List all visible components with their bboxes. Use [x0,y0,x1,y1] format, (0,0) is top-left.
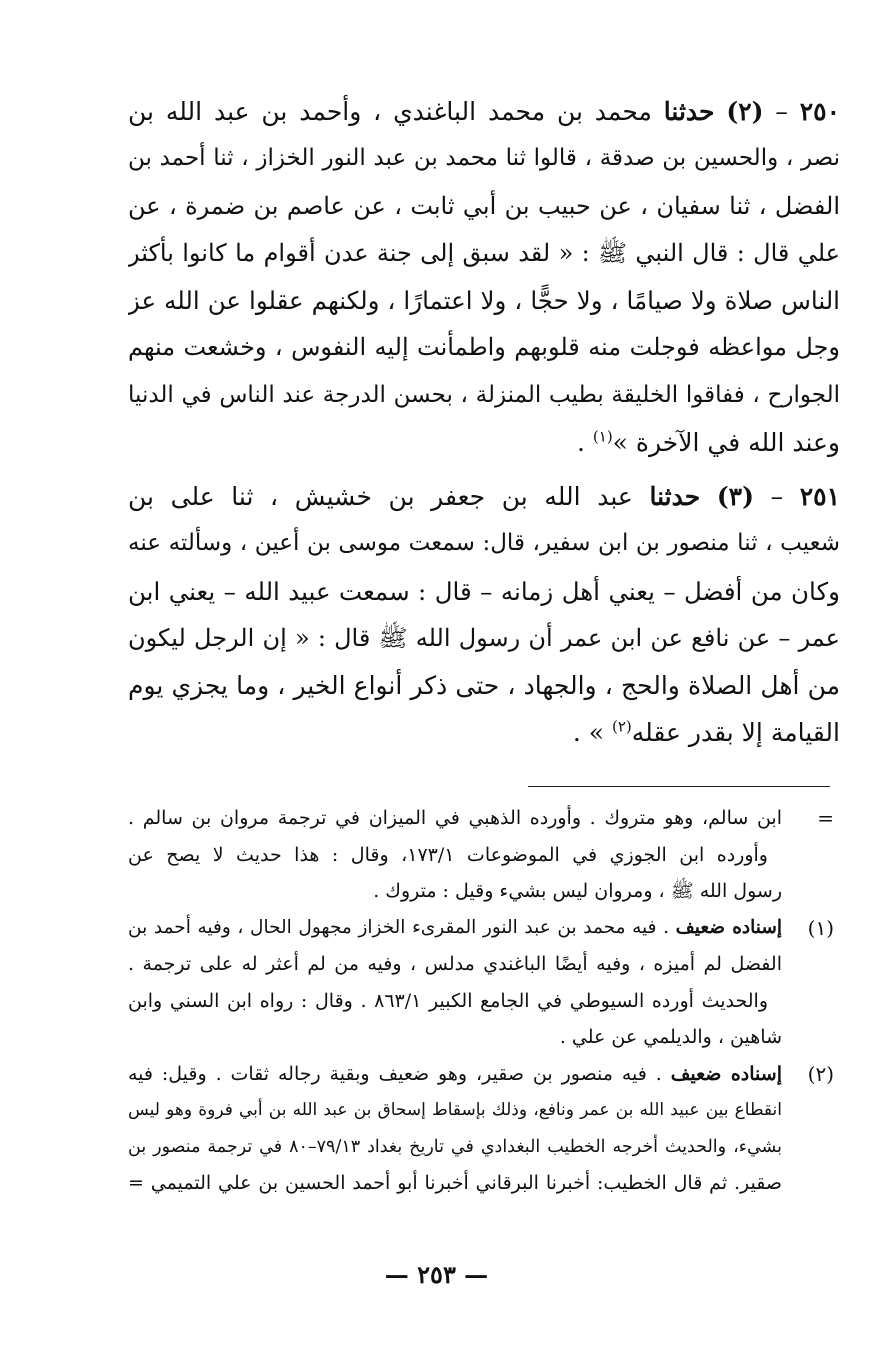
text-segment: . فيه محمد بن عبد النور المقرىء الخزاز مجهول الحال ، وفيه أحمد بن [128,916,676,938]
text-line: عمر – عن نافع عن ابن عمر أن رسول الله ﷺ قال : « إن الرجل ليكون [128,623,840,652]
footnote-1 [128,910,840,1056]
footnote-line: الفضل لم أميزه ، وفيه أيضًا الباغندي مدلس ، وفيه من لم أعثر له على ترجمة . [128,953,782,975]
footnote-label: إسناده ضعيف [670,1062,782,1085]
text-line: الجوارح ، ففاقوا الخليقة بطيب المنزلة ، بحسن الدرجة عند الناس في الدنيا [128,381,840,408]
hadith-number: ٢٥١ [799,482,840,511]
footnote-2 [128,1056,840,1202]
text-line: علي قال : قال النبي ﷺ : « لقد سبق إلى جنة عدن أقوام ما كانوا بأكثر [128,238,840,267]
text-line: نصر ، والحسين بن صدقة ، قالوا ثنا محمد بن عبد النور الخزاز ، ثنا أحمد بن [128,145,840,172]
footnote-marker: (٢) [807,1061,834,1086]
hadith-number: ٢٥٠ [799,97,840,126]
text-end: . [576,428,593,458]
footnote-divider [528,786,830,787]
footnote-line: وأورده ابن الجوزي في الموضوعات ١٧٣/١، وقال : هذا حديث لا يصح عن [128,843,768,866]
text-line: شعيب ، ثنا منصور بن ابن سفير، قال: سمعت موسى بن أعين ، وسألته عنه [128,530,840,557]
footnote-line: انقطاع بين عبيد الله بن عمر ونافع، وذلك بإسقاط إسحاق بن عبد الله بن أبي فروة وهو ليس [128,1100,782,1120]
footnote-continuation [128,800,840,910]
footnote-marker: (١) [807,915,834,940]
text-line: الناس صلاة ولا صيامًا ، ولا حجًّا ، ولا اعتمارًا ، ولكنهم عقلوا عن الله عز [128,286,840,316]
text-line: وجل مواعظه فوجلت منه قلوبهم واطمأنت إليه النفوس ، وخشعت منهم [128,333,840,362]
footnote-marker: = [817,806,834,830]
text-segment: وعند الله في الآخرة » [612,428,840,458]
footnotes [128,800,840,1202]
footnote-ref: (٢) [611,718,632,737]
text-segment: . فيه منصور بن صقير، وهو ضعيف وبقية رجاله ثقات . وقيل: فيه [128,1062,671,1085]
source-ref: (٢) [726,97,764,126]
page-number: — ٢٥٣ — [384,1260,489,1289]
footnote-line [128,1056,782,1093]
source-ref: (٣) [716,482,754,511]
text-line: وكان من أفضل – يعني أهل زمانه – قال : سمعت عبيد الله – يعني ابن [128,576,840,606]
text-segment: محمد بن محمد الباغندي ، وأحمد بن عبد الله بن [128,97,652,126]
text-segment: القيامة إلا بقدر عقله [631,718,840,748]
text-line [128,88,840,135]
footnote-line: والحديث أورده السيوطي في الجامع الكبير ٨٦٣/١ . وقال : رواه ابن السني وابن [128,989,768,1012]
keyword-haddathana: حدثنا [663,97,715,126]
text-line [128,419,840,466]
footnote-label: إسناده ضعيف [675,916,782,938]
keyword-haddathana: حدثنا [649,482,701,511]
footnote-line: شاهين ، والديلمي عن علي . [559,1026,782,1048]
footnote-line [128,910,782,947]
text-line: من أهل الصلاة والحج ، والجهاد ، حتى ذكر أنواع الخير ، وما يجزي يوم [128,671,840,701]
footnote-line: صقير. ثم قال الخطيب: أخبرنا البرقاني أخبرنا أبو أحمد الحسين بن علي التميمي = [128,1172,782,1194]
text-end: » . [572,718,612,748]
hadith-250 [128,88,840,466]
text-line [128,473,840,520]
text-line: الفضل ، ثنا سفيان ، عن حبيب بن أبي ثابت ، عن عاصم بن ضمرة ، عن [128,191,840,220]
footnote-line: ابن سالم، وهو متروك . وأورده الذهبي في الميزان في ترجمة مروان بن سالم . [128,807,782,829]
text-segment: عبد الله بن جعفر بن خشيش ، ثنا على بن [128,482,633,511]
text-line [128,709,840,756]
footnote-ref: (١) [592,427,613,446]
dash: – [770,482,784,511]
dash: – [775,97,788,126]
footnote-line: بشيء، والحديث أخرجه الخطيب البغدادي في تاريخ بغداد ٧٩/١٣–٨٠ في ترجمة منصور بن [128,1136,782,1157]
hadith-251 [128,473,840,757]
footnote-line: رسول الله ﷺ ، ومروان ليس بشيء وقيل : متروك . [373,880,782,902]
